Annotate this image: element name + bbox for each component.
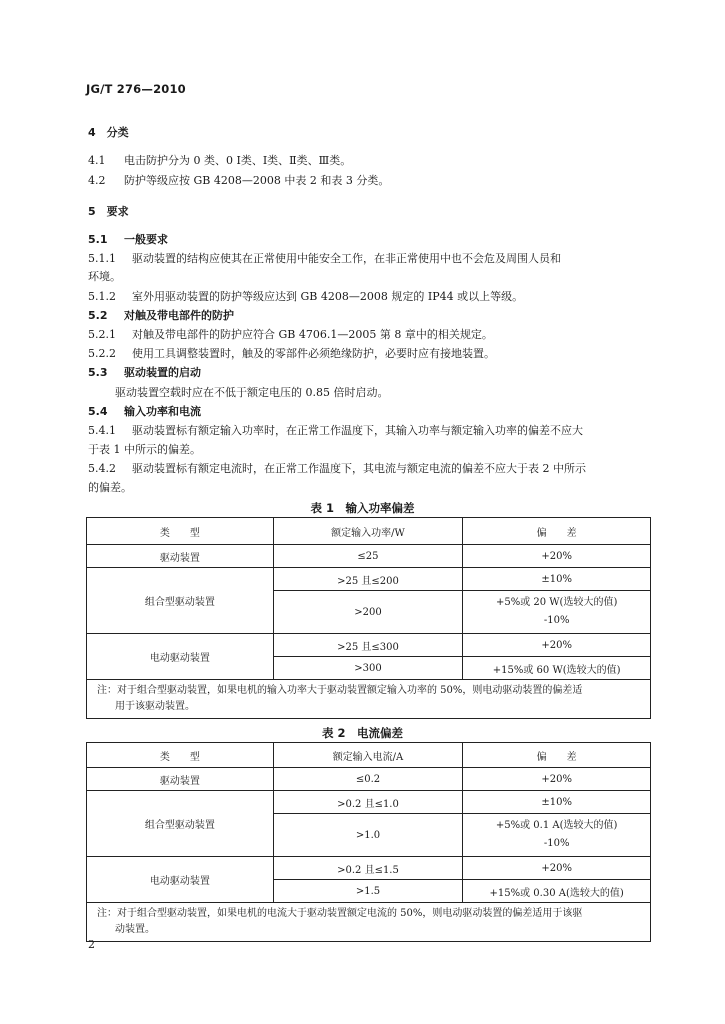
clause-num: 5.4.1 (88, 424, 116, 437)
clause-5-2-1 (88, 328, 493, 342)
table-cell-rated: ≤25 (273, 545, 463, 568)
deviation-line: +5%或 20 W(选较大的值) (495, 597, 618, 608)
table-cell-deviation (463, 591, 651, 634)
clause-text: 室外用驱动装置的防护等级应达到 GB 4208—2008 规定的 IP44 或以上等级。 (132, 290, 524, 303)
table-cell-type: 驱动装置 (87, 768, 274, 791)
clause-5-1 (88, 233, 168, 247)
clause-num: 5.2 (88, 309, 108, 322)
clause-5-1-1-cont: 环境。 (88, 270, 121, 283)
clause-5-4 (88, 405, 201, 419)
clause-text: 电击防护分为 0 类、0 Ⅰ类、Ⅰ类、Ⅱ类、Ⅲ类。 (124, 154, 352, 167)
table-cell-deviation: +20% (463, 545, 651, 568)
table-header-rated: 额定输入电流/A (273, 743, 463, 768)
clause-4-1 (88, 154, 351, 168)
note-line: 用于该驱动装置。 (115, 701, 195, 712)
table-header-deviation: 偏 差 (463, 518, 651, 545)
clause-num: 5.4 (88, 405, 108, 418)
clause-5-4-2 (88, 462, 586, 476)
clause-title: 对触及带电部件的防护 (124, 309, 234, 322)
clause-5-3 (88, 366, 201, 380)
note-line: 动装置。 (115, 924, 155, 935)
table-cell-deviation: ±10% (463, 568, 651, 591)
clause-num: 4.1 (88, 154, 106, 167)
deviation-line: -10% (543, 838, 570, 849)
table-cell-deviation: +20% (463, 634, 651, 657)
table-cell-type: 电动驱动装置 (87, 634, 274, 680)
table-cell-rated: >0.2 且≤1.5 (273, 857, 463, 880)
note-line: 注：对于组合型驱动装置，如果电机的输入功率大于驱动装置额定输入功率的 50%，则电动驱动装置的偏差适 (97, 685, 583, 696)
clause-title: 输入功率和电流 (124, 405, 201, 418)
clause-num: 5.2.2 (88, 347, 116, 360)
table-2-caption: 表 2 电流偏差 (321, 726, 403, 740)
page-number: 2 (88, 938, 95, 951)
table-cell-deviation: +20% (463, 857, 651, 880)
section-4-title: 4 分类 (88, 126, 129, 139)
standard-header: JG/T 276—2010 (86, 82, 186, 96)
table-cell-rated: >200 (273, 591, 463, 634)
clause-num: 5.2.1 (88, 328, 116, 341)
table-cell-deviation: ±10% (463, 791, 651, 814)
table-1 (86, 517, 651, 719)
table-cell-deviation: +15%或 0.30 A(选较大的值) (463, 880, 651, 903)
clause-5-3-text: 驱动装置空载时应在不低于额定电压的 0.85 倍时启动。 (115, 386, 389, 399)
clause-text: 驱动装置标有额定输入功率时，在正常工作温度下，其输入功率与额定输入功率的偏差不应大 (132, 424, 583, 437)
clause-num: 5.1.1 (88, 252, 116, 265)
deviation-line: +5%或 0.1 A(选较大的值) (495, 820, 618, 831)
table-cell-type: 驱动装置 (87, 545, 274, 568)
section-5-title: 5 要求 (88, 205, 129, 218)
table-1-caption: 表 1 输入功率偏差 (310, 501, 415, 515)
clause-5-1-1 (88, 252, 561, 266)
clause-5-4-2-cont: 的偏差。 (88, 481, 132, 494)
clause-num: 5.1.2 (88, 290, 116, 303)
table-cell-rated: >1.0 (273, 814, 463, 857)
table-header-rated: 额定输入功率/W (273, 518, 463, 545)
table-cell-rated: >25 且≤200 (273, 568, 463, 591)
clause-5-1-2 (88, 290, 523, 304)
clause-num: 5.1 (88, 233, 108, 246)
clause-text: 使用工具调整装置时，触及的零部件必须绝缘防护，必要时应有接地装置。 (132, 347, 495, 360)
clause-num: 4.2 (88, 174, 106, 187)
clause-4-2 (88, 174, 389, 188)
note-line: 注：对于组合型驱动装置，如果电机的电流大于驱动装置额定电流的 50%，则电动驱动装置的偏差适用于该驱 (97, 908, 583, 919)
table-cell-deviation: +15%或 60 W(选较大的值) (463, 657, 651, 680)
table-header-deviation: 偏 差 (463, 743, 651, 768)
table-cell-rated: >1.5 (273, 880, 463, 903)
clause-5-2 (88, 309, 234, 323)
table-cell-rated: >0.2 且≤1.0 (273, 791, 463, 814)
clause-5-4-1-cont: 于表 1 中所示的偏差。 (88, 443, 201, 456)
clause-text: 防护等级应按 GB 4208—2008 中表 2 和表 3 分类。 (124, 174, 390, 187)
clause-num: 5.3 (88, 366, 108, 379)
clause-num: 5.4.2 (88, 462, 116, 475)
clause-text: 驱动装置的结构应使其在正常使用中能安全工作，在非正常使用中也不会危及周围人员和 (132, 252, 561, 265)
table-2 (86, 742, 651, 942)
table-cell-type: 组合型驱动装置 (87, 568, 274, 634)
table-header-type: 类 型 (87, 518, 274, 545)
table-cell-type: 组合型驱动装置 (87, 791, 274, 857)
table-note (87, 680, 651, 719)
clause-text: 驱动装置标有额定电流时，在正常工作温度下，其电流与额定电流的偏差不应大于表 2 中所示 (132, 462, 586, 475)
table-cell-deviation (463, 814, 651, 857)
table-cell-deviation: +20% (463, 768, 651, 791)
table-header-type: 类 型 (87, 743, 274, 768)
table-cell-type: 电动驱动装置 (87, 857, 274, 903)
table-cell-rated: >300 (273, 657, 463, 680)
deviation-line: -10% (543, 615, 570, 626)
clause-title: 一般要求 (124, 233, 168, 246)
table-cell-rated: >25 且≤300 (273, 634, 463, 657)
clause-title: 驱动装置的启动 (124, 366, 201, 379)
table-note (87, 903, 651, 942)
clause-5-4-1 (88, 424, 583, 438)
clause-5-2-2 (88, 347, 495, 361)
table-cell-rated: ≤0.2 (273, 768, 463, 791)
clause-text: 对触及带电部件的防护应符合 GB 4706.1—2005 第 8 章中的相关规定。 (132, 328, 493, 341)
